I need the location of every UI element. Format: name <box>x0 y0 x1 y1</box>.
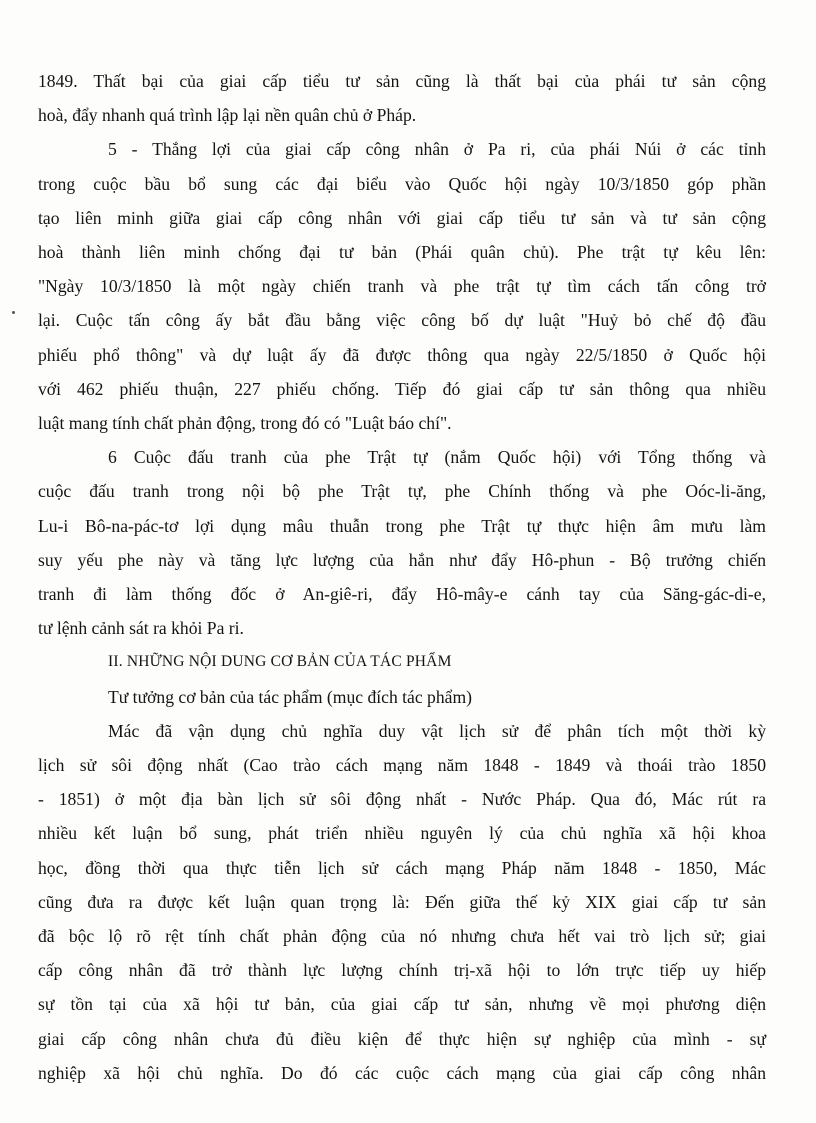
paragraph-start-line: 5 - Thắng lợi của giai cấp công nhân ở Pa ri, của phái Núi ở các tỉnh <box>108 139 766 160</box>
text-line: - 1851) ở một địa bàn lịch sử sôi động nhất - Nước Pháp. Qua đó, Mác rút ra <box>38 789 766 810</box>
text-line: cuộc đấu tranh trong nội bộ phe Trật tự, phe Chính thống và phe Oóc-li-ăng, <box>38 481 766 502</box>
text-line: tư lệnh cảnh sát ra khỏi Pa ri. <box>38 618 244 639</box>
section-heading: II. NHỮNG NỘI DUNG CƠ BẢN CỦA TÁC PHẨM <box>108 653 452 671</box>
text-line: Lu-i Bô-na-pác-tơ lợi dụng mâu thuẫn trong phe Trật tự thực hiện âm mưu làm <box>38 515 766 536</box>
paragraph-start-line: Mác đã vận dụng chủ nghĩa duy vật lịch sử để phân tích một thời kỳ <box>108 720 766 741</box>
subsection-title: Tư tưởng cơ bản của tác phẩm (mục đích tác phẩm) <box>108 686 473 707</box>
text-line: cấp công nhân đã trở thành lực lượng chính trị-xã hội to lớn trực tiếp uy hiếp <box>38 960 766 981</box>
text-line: phiếu phổ thông" và dự luật ấy đã được thông qua ngày 22/5/1850 ở Quốc hội <box>38 344 766 365</box>
text-line: với 462 phiếu thuận, 227 phiếu chống. Tiếp đó giai cấp tư sản thông qua nhiều <box>38 378 766 399</box>
text-line: cũng đưa ra được kết luận quan trọng là: Đến giữa thế kỷ XIX giai cấp tư sản <box>38 891 766 912</box>
text-line: trong cuộc bầu bổ sung các đại biểu vào Quốc hội ngày 10/3/1850 góp phần <box>38 173 766 194</box>
text-line: học, đồng thời qua thực tiễn lịch sử cách mạng Pháp năm 1848 - 1850, Mác <box>38 857 766 878</box>
text-line: nhiều kết luận bổ sung, phát triển nhiều nguyên lý của chủ nghĩa xã hội khoa <box>38 823 766 844</box>
text-line: sự tồn tại của xã hội tư bản, của giai cấp tư sản, nhưng về mọi phương diện <box>38 994 766 1015</box>
text-line: đã bộc lộ rõ rệt tính chất phản động của nó nhưng chưa hết vai trò lịch sử; giai <box>38 926 766 947</box>
paragraph-start-line: 6 Cuộc đấu tranh của phe Trật tự (nắm Quốc hội) với Tổng thống và <box>108 447 766 468</box>
text-line: giai cấp công nhân chưa đủ điều kiện để thực hiện sự nghiệp của mình - sự <box>38 1028 766 1049</box>
text-line: hoà thành liên minh chống đại tư bản (Phái quân chủ). Phe trật tự kêu lên: <box>38 242 766 263</box>
text-line: hoà, đẩy nhanh quá trình lập lại nền quân chủ ở Pháp. <box>38 105 417 126</box>
text-line: luật mang tính chất phản động, trong đó có "Luật báo chí". <box>38 413 452 434</box>
body-text <box>38 64 766 1090</box>
text-line: tranh đi làm thống đốc ở An-giê-ri, đẩy Hô-mây-e cánh tay của Săng-gác-di-e, <box>38 584 766 605</box>
text-line: suy yếu phe này và tăng lực lượng của hắn như đẩy Hô-phun - Bộ trưởng chiến <box>38 549 766 570</box>
text-line: nghiệp xã hội chủ nghĩa. Do đó các cuộc cách mạng của giai cấp công nhân <box>38 1062 766 1083</box>
text-line: "Ngày 10/3/1850 là một ngày chiến tranh và phe trật tự tìm cách tấn công trở <box>38 276 766 297</box>
text-line: lịch sử sôi động nhất (Cao trào cách mạng năm 1848 - 1849 và thoái trào 1850 <box>38 755 766 776</box>
scan-speck <box>12 311 15 314</box>
text-line: 1849. Thất bại của giai cấp tiểu tư sản cũng là thất bại của phái tư sản cộng <box>38 71 766 91</box>
text-line: lại. Cuộc tấn công ấy bắt đầu bằng việc công bố dự luật "Huỷ bỏ chế độ đầu <box>38 310 766 331</box>
text-line: tạo liên minh giữa giai cấp công nhân với giai cấp tiểu tư sản và tư sản cộng <box>38 207 766 228</box>
